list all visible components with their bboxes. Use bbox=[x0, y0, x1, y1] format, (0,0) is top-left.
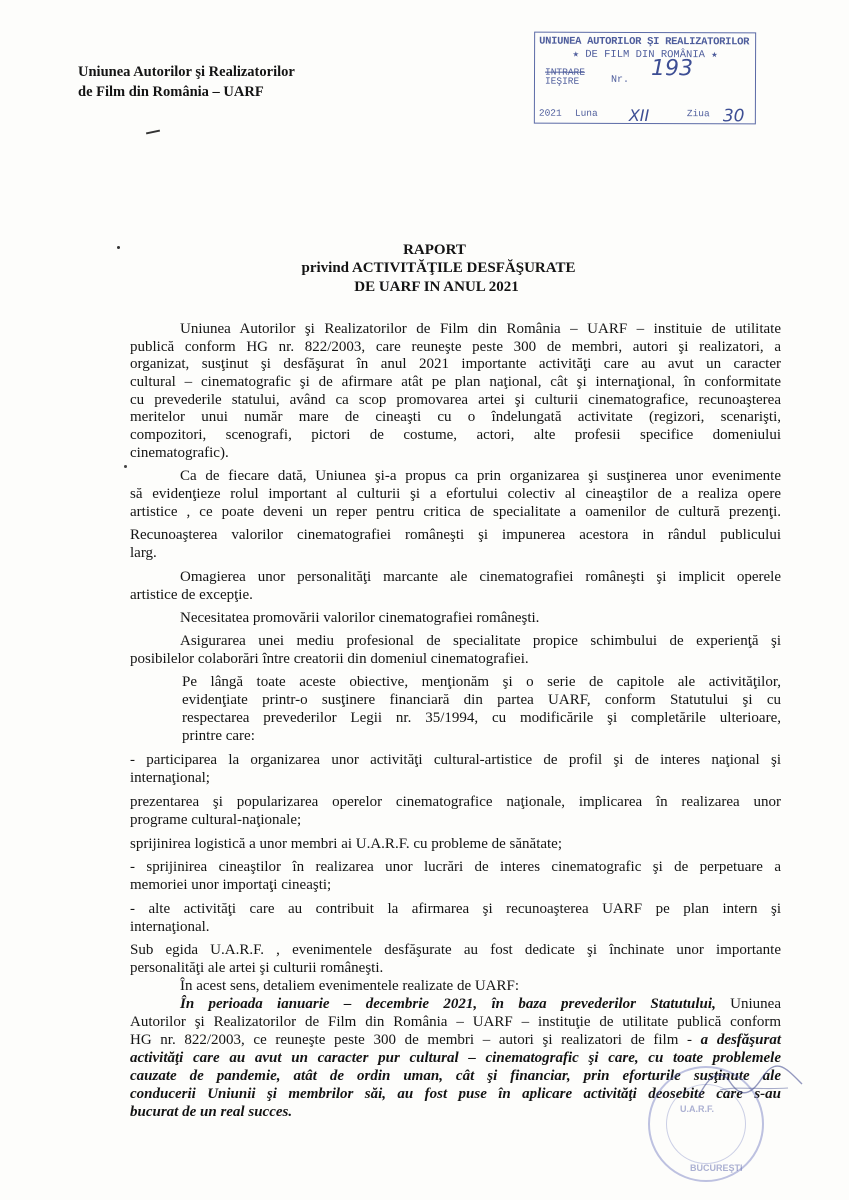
emphasis-text: a desfăşurat bbox=[700, 1032, 781, 1048]
scan-mark bbox=[146, 130, 160, 135]
body-line: cauzate de pandemie, atât de ordin uman, cât şi financiar, prin eforturile susţinute ale bbox=[130, 1068, 781, 1084]
body-line: prezentarea şi popularizarea operelor cinematografice naţionale, implicarea în realizarea unor bbox=[130, 794, 781, 810]
body-line: sprijinirea logistică a unor membri ai U.A.R.F. cu probleme de sănătate; bbox=[130, 836, 563, 852]
stamp-date-row bbox=[538, 102, 751, 127]
body-line: Omagierea unor personalităţi marcante ale cinematografiei româneşti şi implicit operele bbox=[180, 569, 781, 585]
org-name-line2: de Film din România – UARF bbox=[78, 84, 264, 100]
body-line: Autorilor şi Realizatorilor de Film din România – UARF – instituţie de utilitate publică conform bbox=[130, 1014, 781, 1030]
body-line: - alte activităţi care au contribuit la afirmarea şi recunoaşterea UARF pe plan intern şi bbox=[130, 901, 781, 917]
body-line: În acest sens, detaliem evenimentele realizate de UARF: bbox=[180, 978, 520, 994]
report-subtitle-line1: privind ACTIVITĂŢILE DESFĂŞURATE bbox=[301, 260, 576, 276]
body-line: internaţional. bbox=[130, 919, 210, 935]
body-line bbox=[180, 996, 781, 1013]
body-line: Necesitatea promovării valorilor cinematografiei româneşti. bbox=[180, 610, 540, 626]
registration-stamp bbox=[534, 32, 756, 125]
body-line: să evidenţieze rolul important al culturii şi a efortului colectiv al cineaştilor de a realiza opere bbox=[130, 486, 781, 502]
seal-lettering: U.A.R.F. bbox=[680, 1104, 715, 1114]
body-line: respectarea prevederilor Legii nr. 35/1994, cu modificările şi completările ulterioare, bbox=[182, 710, 781, 726]
body-line: organizat, susţinut şi desfăşurat în anul 2021 importante activităţi care au avut un caracter bbox=[130, 356, 781, 372]
body-line: Ca de fiecare dată, Uniunea şi-a propus ca prin organizarea şi susţinerea unor evenimente bbox=[180, 468, 781, 484]
body-line: Sub egida U.A.R.F. , evenimentele desfăşurate au fost dedicate şi închinate unor importante bbox=[130, 942, 781, 958]
emphasis-text: În perioada ianuarie – decembrie 2021, în baza prevederilor Statutului, bbox=[180, 996, 716, 1012]
body-line: Pe lângă toate aceste obiective, menţionăm şi o serie de capitole ale activităţilor, bbox=[182, 674, 781, 690]
body-line: cultural – cinematografic şi de afirmare atât pe plan naţional, cât şi internaţional, în conformitate bbox=[130, 374, 781, 390]
body-line: Asigurarea unei mediu profesional de specialitate propice schimbului de experienţă şi bbox=[180, 633, 781, 649]
body-line: artistice de excepţie. bbox=[130, 587, 253, 603]
report-title: RAPORT bbox=[403, 242, 466, 258]
body-line: memoriei unor importaţi cineaşti; bbox=[130, 877, 332, 893]
body-line bbox=[130, 1032, 781, 1049]
report-subtitle-line2: DE UARF IN ANUL 2021 bbox=[354, 279, 519, 295]
stamp-org-line2: ★ DE FILM DIN ROMÂNIA ★ bbox=[572, 48, 718, 62]
body-line: compozitori, scenografi, pictori de costume, actori, alte profesii specifice domeniului bbox=[130, 427, 781, 443]
body-line: - sprijinirea cineaştilor în realizarea unor lucrări de interes cinematografic şi de perpetuare a bbox=[130, 859, 781, 875]
scan-dot bbox=[124, 465, 127, 468]
body-line: conducerii Uniunii şi membrilor săi, au fost puse în aplicare activităţi deosebite care s-au bbox=[130, 1086, 781, 1102]
organization-header bbox=[78, 62, 295, 102]
body-text: Uniunea bbox=[715, 996, 781, 1012]
org-name-line1: Uniunea Autorilor şi Realizatorilor bbox=[78, 64, 295, 80]
stamp-nr-value: 193 bbox=[650, 56, 694, 82]
body-line: posibilelor colaborări între creatorii din domeniul cinematografiei. bbox=[130, 651, 529, 667]
signature-mark bbox=[690, 1060, 810, 1110]
stamp-luna-label: Luna bbox=[574, 107, 598, 119]
stamp-number-row bbox=[539, 56, 751, 95]
body-line: larg. bbox=[130, 545, 157, 561]
stamp-ziua-label: Ziua bbox=[686, 108, 710, 120]
body-line: meritelor unui număr mare de cineaşti cu o îndelungată activitate (regizori, scenarişti, bbox=[130, 409, 781, 425]
stamp-iesire-label: IEŞIRE bbox=[544, 75, 580, 87]
body-line: programe cultural-naţionale; bbox=[130, 812, 302, 828]
stamp-ziua-value: 30 bbox=[722, 106, 745, 127]
body-line: bucurat de un real succes. bbox=[130, 1104, 293, 1120]
body-line: cinematografic). bbox=[130, 445, 229, 461]
body-line: internaţional; bbox=[130, 770, 210, 786]
body-line: evidenţiate printr-o susţinere financiară din partea UARF, conform Statutului şi cu bbox=[182, 692, 781, 708]
body-line: personalităţi ale artei şi culturii româneşti. bbox=[130, 960, 384, 976]
body-line: Recunoaşterea valorilor cinematografiei româneşti şi impunerea acestora in rândul publicului bbox=[130, 527, 781, 543]
body-line: publică conform HG nr. 822/2003, care reuneşte peste 300 de membri, autori şi realizatori, a bbox=[130, 339, 781, 355]
stamp-year: 2021 bbox=[538, 107, 562, 119]
seal-lettering: BUCUREŞTI bbox=[690, 1163, 743, 1173]
stamp-intrare-label: INTRARE bbox=[545, 66, 585, 78]
stamp-nr-label: Nr. bbox=[610, 74, 630, 86]
body-line: Uniunea Autorilor şi Realizatorilor de Film din România – UARF – instituie de utilitate bbox=[180, 321, 781, 337]
body-line: - participarea la organizarea unor activităţi cultural-artistice de profil şi de interes naţional şi bbox=[130, 752, 781, 768]
stamp-org-line1: UNIUNEA AUTORILOR ŞI REALIZATORILOR bbox=[539, 35, 750, 49]
body-line: artistice , ce poate deveni un reper pentru critica de specialitate a oamenilor de cultură prezenţi. bbox=[130, 504, 781, 520]
stamp-luna-value: XII bbox=[628, 105, 650, 126]
body-line: cu prevederile statului, având ca scop promovarea artei şi culturii cinematografice, recunoaşterea bbox=[130, 392, 781, 408]
body-line: printre care: bbox=[182, 728, 255, 744]
body-line: activităţi care au avut un caracter pur cultural – cinematografic şi care, cu toate problemele bbox=[130, 1050, 781, 1066]
body-text: HG nr. 822/2003, ce reuneşte peste 300 de membri – autori şi realizatori de film - bbox=[130, 1032, 701, 1048]
